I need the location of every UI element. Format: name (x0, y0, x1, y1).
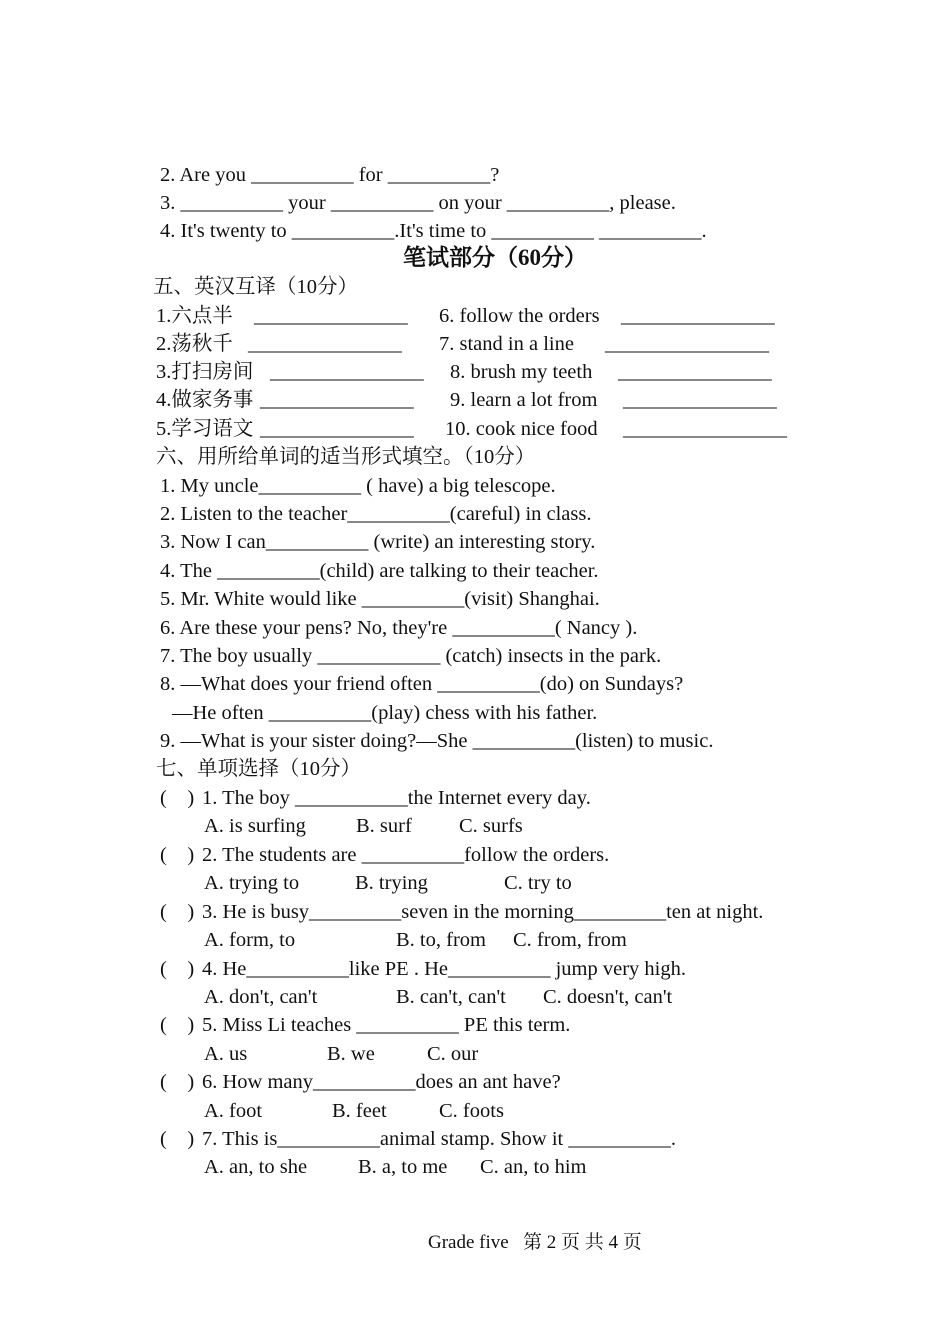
q2-option-c: C. try to (504, 872, 572, 894)
section5-right-9: 9. learn a lot from (450, 389, 598, 411)
section5-left-3: 3.打扫房间 (156, 361, 254, 383)
q7-option-c: C. an, to him (480, 1156, 587, 1178)
section6-heading: 六、用所给单词的适当形式填空。（10分） (156, 446, 536, 468)
answer-paren: ( ) (160, 901, 195, 923)
q6-option-c: C. foots (439, 1100, 504, 1122)
question-2: 2. The students are __________follow the orders. (202, 844, 610, 866)
section5-right-7: 7. stand in a line (439, 333, 574, 355)
section5-left-4: 4.做家务事 (156, 389, 254, 411)
section5-left-blank-3: _______________ (270, 361, 424, 383)
question-7: 7. This is__________animal stamp. Show it __________. (202, 1128, 676, 1150)
listening-item-2: 2. Are you __________ for __________? (160, 164, 500, 186)
q5-option-b: B. we (327, 1043, 375, 1065)
section7-heading: 七、单项选择（10分） (156, 758, 361, 780)
section5-left-1: 1.六点半 (156, 305, 233, 327)
q4-option-c: C. doesn't, can't (543, 986, 673, 1008)
written-part-title: 笔试部分（60分） (403, 245, 587, 270)
section6-item-4: 4. The __________(child) are talking to their teacher. (160, 560, 599, 582)
section5-left-blank-4: _______________ (260, 389, 414, 411)
section5-left-blank-2: _______________ (248, 333, 402, 355)
q1-option-c: C. surfs (459, 815, 523, 837)
section5-right-blank-7: ________________ (605, 333, 769, 355)
question-4: 4. He__________like PE . He__________ jump very high. (202, 958, 686, 980)
section6-item-9: 9. —What is your sister doing?—She __________(listen) to music. (160, 730, 714, 752)
section5-right-8: 8. brush my teeth (450, 361, 593, 383)
section6-item-2: 2. Listen to the teacher__________(careful) in class. (160, 503, 592, 525)
answer-paren: ( ) (160, 1071, 195, 1093)
page-footer: Grade five 第 2 页 共 4 页 (428, 1232, 642, 1253)
listening-item-4: 4. It's twenty to __________.It's time to __________ __________. (160, 220, 707, 242)
section5-right-10: 10. cook nice food (445, 418, 598, 440)
section5-left-blank-5: _______________ (260, 418, 414, 440)
q7-option-a: A. an, to she (204, 1156, 308, 1178)
q3-option-c: C. from, from (513, 929, 627, 951)
listening-item-3: 3. __________ your __________ on your __________, please. (160, 192, 676, 214)
q5-option-a: A. us (204, 1043, 248, 1065)
section5-right-6: 6. follow the orders (439, 305, 600, 327)
section5-heading: 五、英汉互译（10分） (153, 276, 358, 298)
section5-right-blank-10: ________________ (623, 418, 787, 440)
q3-option-b: B. to, from (396, 929, 486, 951)
question-6: 6. How many__________does an ant have? (202, 1071, 561, 1093)
section6-item-6: 6. Are these your pens? No, they're __________( Nancy ). (160, 617, 638, 639)
q5-option-c: C. our (427, 1043, 479, 1065)
section6-item-3: 3. Now I can__________ (write) an interesting story. (160, 531, 596, 553)
q4-option-b: B. can't, can't (396, 986, 506, 1008)
section5-left-blank-1: _______________ (254, 305, 408, 327)
q2-option-a: A. trying to (204, 872, 300, 894)
question-5: 5. Miss Li teaches __________ PE this term. (202, 1014, 571, 1036)
section6-item-5: 5. Mr. White would like __________(visit) Shanghai. (160, 588, 600, 610)
answer-paren: ( ) (160, 1128, 195, 1150)
answer-paren: ( ) (160, 787, 195, 809)
section6-item-7: 7. The boy usually ____________ (catch) insects in the park. (160, 645, 662, 667)
q6-option-a: A. foot (204, 1100, 263, 1122)
section5-right-blank-9: _______________ (623, 389, 777, 411)
q1-option-a: A. is surfing (204, 815, 306, 837)
question-3: 3. He is busy_________seven in the morning_________ten at night. (202, 901, 764, 923)
answer-paren: ( ) (160, 844, 195, 866)
answer-paren: ( ) (160, 958, 195, 980)
section5-right-blank-6: _______________ (621, 305, 775, 327)
section6-item-8-reply: —He often __________(play) chess with his father. (172, 702, 598, 724)
answer-paren: ( ) (160, 1014, 195, 1036)
q2-option-b: B. trying (355, 872, 428, 894)
section6-item-8: 8. —What does your friend often __________(do) on Sundays? (160, 673, 684, 695)
q1-option-b: B. surf (356, 815, 412, 837)
section5-left-5: 5.学习语文 (156, 418, 254, 440)
q6-option-b: B. feet (332, 1100, 387, 1122)
section6-item-1: 1. My uncle__________ ( have) a big telescope. (160, 475, 556, 497)
q4-option-a: A. don't, can't (204, 986, 318, 1008)
q3-option-a: A. form, to (204, 929, 296, 951)
section5-left-2: 2.荡秋千 (156, 333, 233, 355)
section5-right-blank-8: _______________ (618, 361, 772, 383)
q7-option-b: B. a, to me (358, 1156, 448, 1178)
question-1: 1. The boy ___________the Internet every day. (202, 787, 591, 809)
